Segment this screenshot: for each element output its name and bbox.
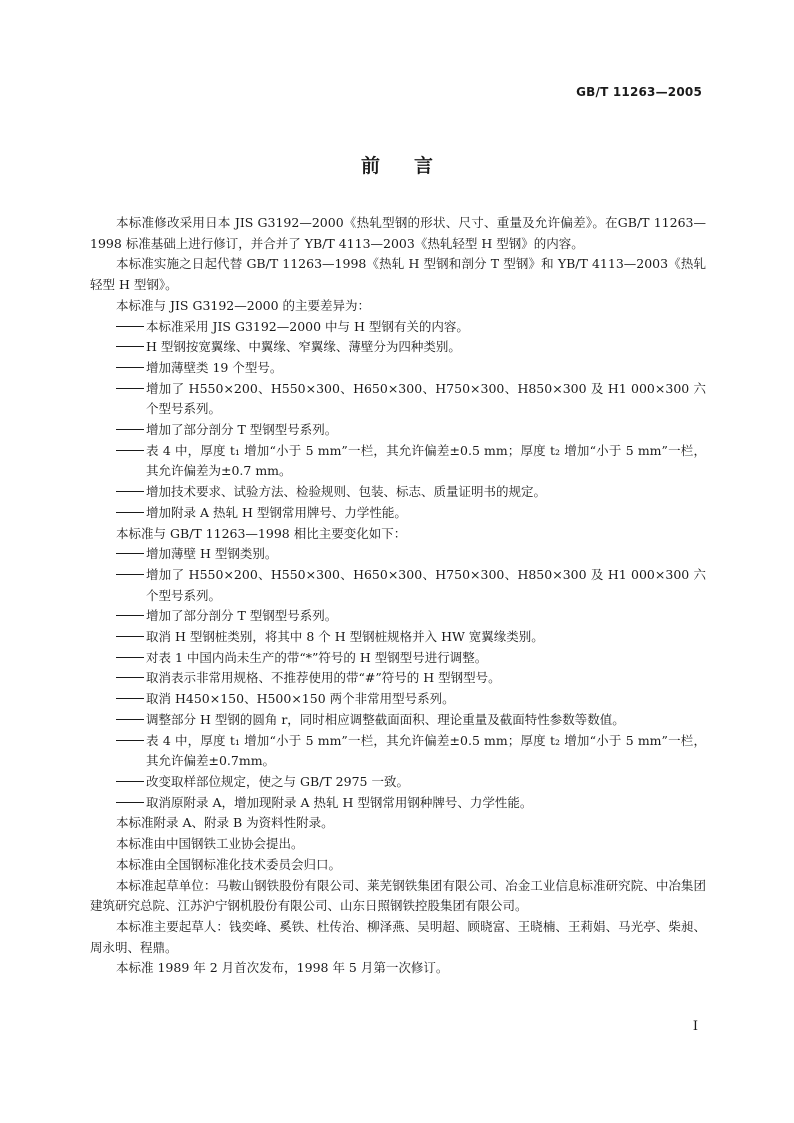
paragraph: 本标准起草单位：马鞍山钢铁股份有限公司、莱芜钢铁集团有限公司、冶金工业信息标准研究院、中冶集团建筑研究总院、江苏沪宁钢机股份有限公司、山东日照钢铁控股集团有限公司。 [90, 877, 706, 914]
page-title: 前言 [360, 155, 467, 177]
list-item [116, 482, 706, 503]
dash-bullet [116, 565, 146, 606]
list-item-text: 调整部分 H 型钢的圆角 r，同时相应调整截面面积、理论重量及截面特性参数等数值。 [146, 711, 625, 727]
paragraph: 本标准附录 A、附录 B 为资料性附录。 [116, 815, 334, 831]
list-item [116, 648, 706, 669]
paragraph: 本标准实施之日起代替 GB/T 11263—1998《热轧 H 型钢和剖分 T 型钢》和 YB/T 4113—2003《热轧轻型 H 型钢》。 [90, 256, 706, 293]
paragraph: 本标准由全国钢标准化技术委员会归口。 [116, 856, 342, 872]
list-item-text: 取消 H 型钢桩类别，将其中 8 个 H 型钢桩规格并入 HW 宽翼缘类别。 [146, 629, 544, 645]
list-item-text: 增加了部分剖分 T 型钢型号系列。 [146, 422, 338, 438]
list-item-text: H 型钢按宽翼缘、中翼缘、窄翼缘、薄壁分为四种类别。 [146, 339, 461, 355]
dash-bullet [116, 358, 146, 379]
paragraph: 本标准与 JIS G3192—2000 的主要差异为： [116, 297, 371, 313]
list-item [116, 317, 706, 338]
list-item [116, 503, 706, 524]
list-item-text: 增加了 H550×200、H550×300、H650×300、H750×300、H850×300 及 H1 000×300 六个型号系列。 [146, 380, 706, 417]
list-item-text: 增加附录 A 热轧 H 型钢常用牌号、力学性能。 [146, 504, 407, 520]
dash-bullet [116, 772, 146, 793]
list-item-text: 取消原附录 A，增加现附录 A 热轧 H 型钢常用钢种牌号、力学性能。 [146, 794, 533, 810]
list-item-text: 本标准采用 JIS G3192—2000 中与 H 型钢有关的内容。 [146, 318, 469, 334]
dash-bullet [116, 689, 146, 710]
dash-bullet [116, 379, 146, 420]
list-item [116, 544, 706, 565]
paragraph: 本标准由中国钢铁工业协会提出。 [116, 836, 304, 852]
list-item [116, 668, 706, 689]
list-item [116, 565, 706, 606]
paragraph: 本标准修改采用日本 JIS G3192—2000《热轧型钢的形状、尺寸、重量及允许偏差》。在GB/T 11263—1998 标准基础上进行修订，并合并了 YB/T 4113—2003《热轧轻型 H 型钢》的内容。 [90, 215, 706, 251]
list-item [116, 337, 706, 358]
list-item-text: 增加了 H550×200、H550×300、H650×300、H750×300、H850×300 及 H1 000×300 六个型号系列。 [146, 566, 706, 603]
page-number: I [692, 1019, 698, 1034]
dash-bullet [116, 627, 146, 648]
list-item [116, 441, 706, 482]
dash-bullet [116, 482, 146, 503]
list-item [116, 606, 706, 627]
dash-bullet [116, 710, 146, 731]
list-item-text: 增加薄壁 H 型钢类别。 [146, 546, 278, 562]
list-item [116, 420, 706, 441]
paragraph: 本标准与 GB/T 11263—1998 相比主要变化如下： [116, 525, 407, 541]
list-item-text: 取消表示非常用规格、不推荐使用的带“#”符号的 H 型钢型号。 [146, 670, 501, 686]
list-item [116, 793, 706, 814]
dash-bullet [116, 544, 146, 565]
list-item [116, 627, 706, 648]
paragraph: 本标准 1989 年 2 月首次发布，1998 年 5 月第一次修订。 [116, 960, 449, 976]
list-item-text: 改变取样部位规定，使之与 GB/T 2975 一致。 [146, 773, 409, 789]
list-item-text: 增加技术要求、试验方法、检验规则、包装、标志、质量证明书的规定。 [146, 484, 547, 500]
list-item-text: 取消 H450×150、H500×150 两个非常用型号系列。 [146, 691, 455, 707]
document-body [90, 213, 706, 979]
list-item [116, 710, 706, 731]
list-item [116, 772, 706, 793]
list-item-text: 对表 1 中国内尚未生产的带“*”符号的 H 型钢型号进行调整。 [146, 649, 488, 665]
list-item [116, 731, 706, 772]
dash-bullet [116, 731, 146, 772]
list-item-text: 表 4 中，厚度 t₁ 增加“小于 5 mm”一栏，其允许偏差±0.5 mm；厚度 t₂ 增加“小于 5 mm”一栏，其允许偏差为±0.7 mm。 [146, 442, 706, 479]
dash-bullet [116, 337, 146, 358]
list-item [116, 379, 706, 420]
dash-bullet [116, 441, 146, 482]
standard-number: GB/T 11263—2005 [576, 85, 702, 99]
dash-bullet [116, 420, 146, 441]
dash-bullet [116, 648, 146, 669]
dash-bullet [116, 503, 146, 524]
list-item [116, 358, 706, 379]
dash-bullet [116, 668, 146, 689]
list-item-text: 增加薄壁类 19 个型号。 [146, 359, 283, 375]
paragraph: 本标准主要起草人：钱奕峰、奚铁、杜传治、柳泽燕、吴明超、顾晓富、王晓楠、王莉娟、马光亭、柴昶、周永明、程鼎。 [90, 918, 706, 955]
dash-bullet [116, 317, 146, 338]
list-item [116, 689, 706, 710]
dash-bullet [116, 606, 146, 627]
list-item-text: 增加了部分剖分 T 型钢型号系列。 [146, 608, 338, 624]
dash-bullet [116, 793, 146, 814]
list-item-text: 表 4 中，厚度 t₁ 增加“小于 5 mm”一栏，其允许偏差±0.5 mm；厚度 t₂ 增加“小于 5 mm”一栏，其允许偏差±0.7mm。 [146, 732, 706, 769]
